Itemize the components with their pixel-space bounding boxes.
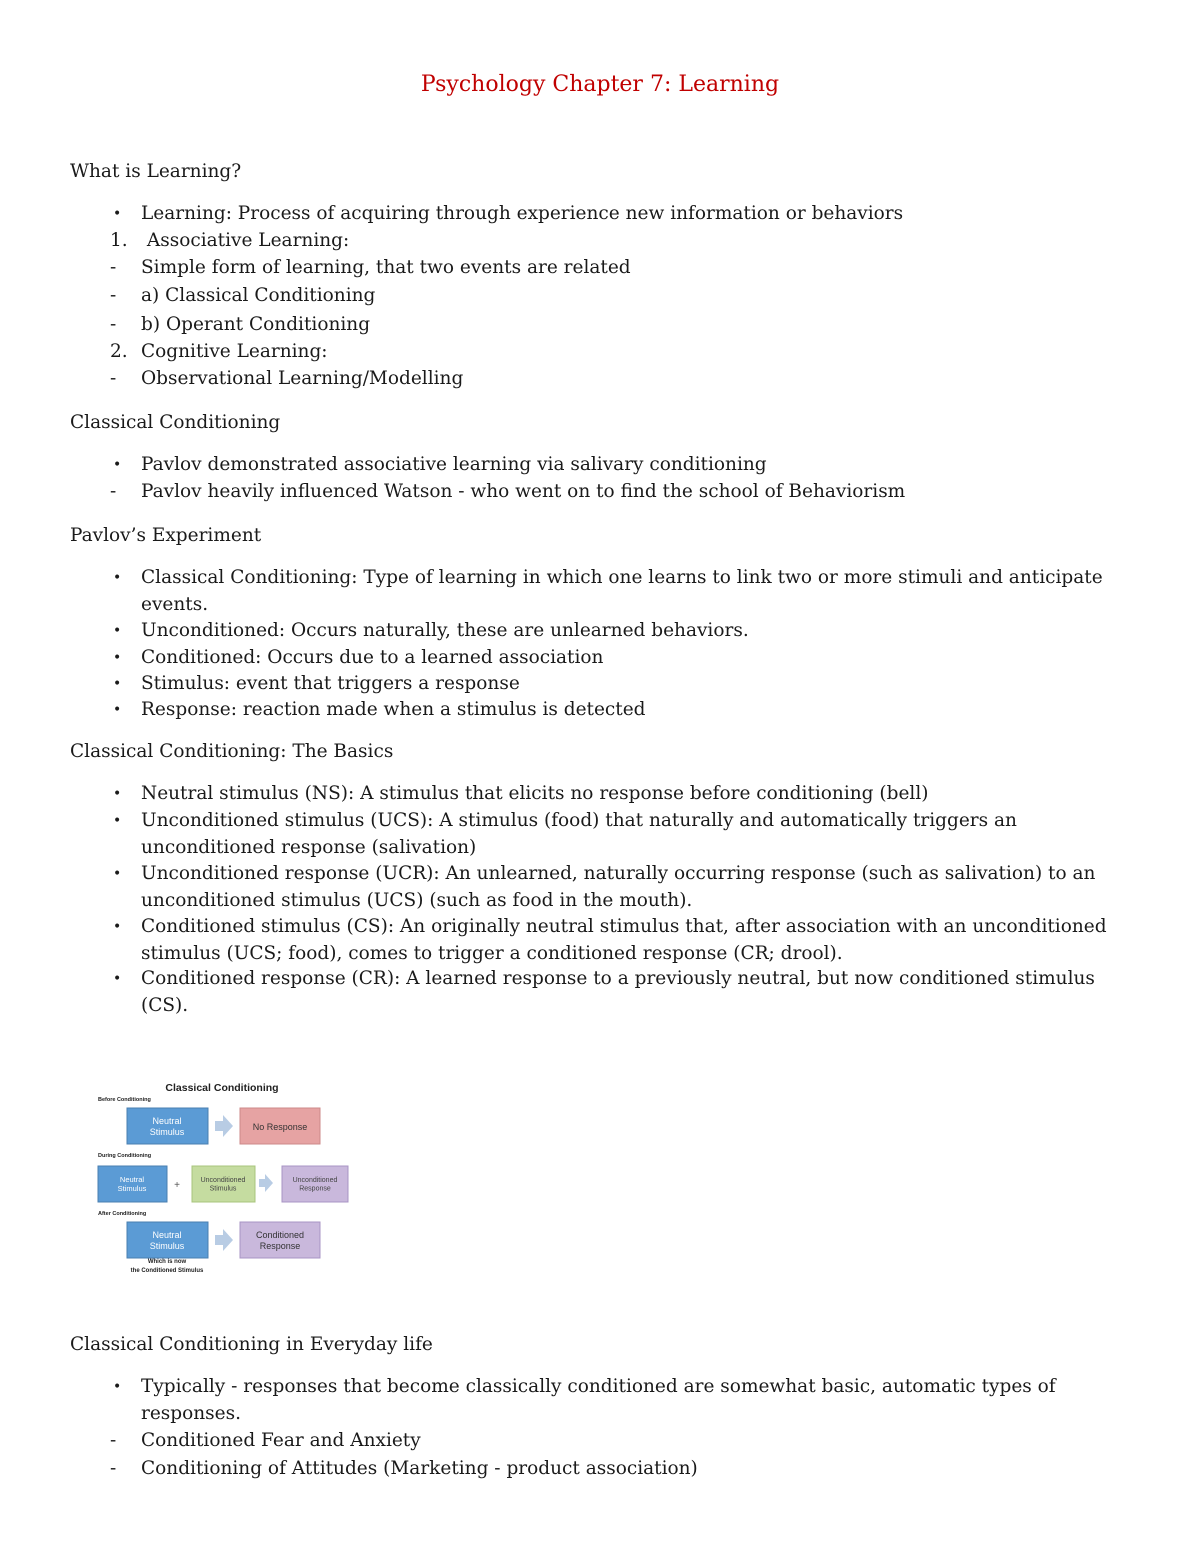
section-heading: Classical Conditioning in Everyday life	[70, 1334, 433, 1355]
neutral-stimulus-text: Neutral Stimulus	[117, 1175, 147, 1193]
bullet-marker: •	[113, 1379, 122, 1395]
list-item-text: Typically - responses that become classically conditioned are somewhat basic, automatic types of responses.	[141, 1376, 1056, 1424]
dash-marker: -	[110, 1430, 117, 1451]
list-item-text: Conditioned response (CR): A learned response to a previously neutral, but now conditioned stimulus (CS).	[141, 968, 1095, 1016]
section-heading: What is Learning?	[70, 161, 242, 182]
dash-marker: -	[110, 285, 117, 306]
list-item-text: Pavlov heavily influenced Watson - who went on to find the school of Behaviorism	[141, 481, 906, 502]
diagram-title: Classical Conditioning	[165, 1082, 279, 1094]
arrow-icon	[215, 1229, 233, 1251]
list-item-text: Unconditioned: Occurs naturally, these are unlearned behaviors.	[141, 620, 749, 641]
list-item-text: Unconditioned stimulus (UCS): A stimulus (food) that naturally and automatically triggers an unconditioned response (salivation)	[141, 810, 1017, 858]
unconditioned-response-box	[282, 1166, 348, 1202]
page-title: Psychology Chapter 7: Learning	[420, 72, 780, 97]
list-item-text: Simple form of learning, that two events are related	[141, 257, 631, 278]
bullet-marker: •	[113, 919, 122, 935]
diagram-during-label: During Conditioning	[98, 1153, 152, 1159]
list-item-text: Associative Learning:	[141, 230, 350, 251]
bullet-marker: •	[113, 206, 122, 222]
conditioned-response-text: Conditioned Response	[255, 1230, 305, 1251]
bullet-marker: •	[113, 623, 122, 639]
plus-sign: +	[174, 1180, 180, 1191]
bullet-marker: •	[113, 971, 122, 987]
dash-marker: -	[110, 368, 117, 389]
number-marker: 1.	[110, 230, 128, 251]
dash-marker: -	[110, 1458, 117, 1479]
list-item-text: Classical Conditioning: Type of learning in which one learns to link two or more stimuli and anticipate events.	[141, 567, 1103, 615]
dash-marker: -	[110, 314, 117, 335]
list-item-text: Neutral stimulus (NS): A stimulus that elicits no response before conditioning (bell)	[141, 783, 929, 804]
diagram-after-label: After Conditioning	[98, 1211, 147, 1217]
unconditioned-response-text: Unconditioned Response	[292, 1177, 338, 1193]
list-item-text: a) Classical Conditioning	[141, 285, 376, 306]
dash-marker: -	[110, 481, 117, 502]
bullet-marker: •	[113, 702, 122, 718]
number-marker: 2.	[110, 341, 128, 362]
neutral-stimulus-text: Neutral Stimulus	[149, 1116, 185, 1137]
section-heading: Classical Conditioning: The Basics	[70, 741, 394, 762]
bullet-marker: •	[113, 786, 122, 802]
neutral-stimulus-text: Neutral Stimulus	[149, 1230, 185, 1251]
no-response-text: No Response	[252, 1122, 308, 1132]
arrow-icon	[259, 1174, 273, 1192]
list-item-text: Unconditioned response (UCR): An unlearned, naturally occurring response (such as salivation) to an unconditioned stimulus (UCS) (such as food in the mouth).	[141, 863, 1096, 911]
bullet-marker: •	[113, 866, 122, 882]
bullet-marker: •	[113, 650, 122, 666]
unconditioned-stimulus-text: Unconditioned Stimulus	[200, 1177, 246, 1193]
list-item-text: Conditioned: Occurs due to a learned association	[141, 647, 604, 668]
list-item-text: Stimulus: event that triggers a response	[141, 673, 520, 694]
bullet-marker: •	[113, 676, 122, 692]
diagram-before-label: Before Conditioning	[98, 1097, 151, 1103]
list-item-text: Learning: Process of acquiring through experience new information or behaviors	[141, 203, 904, 224]
section-heading: Classical Conditioning	[70, 412, 281, 433]
bullet-marker: •	[113, 570, 122, 586]
unconditioned-stimulus-box	[192, 1166, 255, 1202]
bullet-marker: •	[113, 457, 122, 473]
list-item-text: Conditioning of Attitudes (Marketing - product association)	[141, 1458, 698, 1479]
list-item-text: Pavlov demonstrated associative learning via salivary conditioning	[141, 454, 767, 475]
list-item-text: Response: reaction made when a stimulus is detected	[141, 699, 646, 720]
which-is-now-text: Which is now	[147, 1259, 187, 1265]
list-item-text: b) Operant Conditioning	[141, 314, 371, 335]
list-item-text: Conditioned Fear and Anxiety	[141, 1430, 421, 1451]
arrow-icon	[215, 1115, 233, 1137]
list-item-text: Conditioned stimulus (CS): An originally neutral stimulus that, after association with an unconditioned stimulus (UCS; food), comes to trigger a conditioned response (CR; drool).	[141, 916, 1107, 964]
list-item-text: Cognitive Learning:	[141, 341, 328, 362]
conditioned-stimulus-note: the Conditioned Stimulus	[130, 1268, 204, 1274]
list-item-text: Observational Learning/Modelling	[141, 368, 464, 389]
classical-conditioning-diagram	[94, 1076, 352, 1276]
dash-marker: -	[110, 257, 117, 278]
section-heading: Pavlov’s Experiment	[70, 525, 262, 546]
bullet-marker: •	[113, 813, 122, 829]
